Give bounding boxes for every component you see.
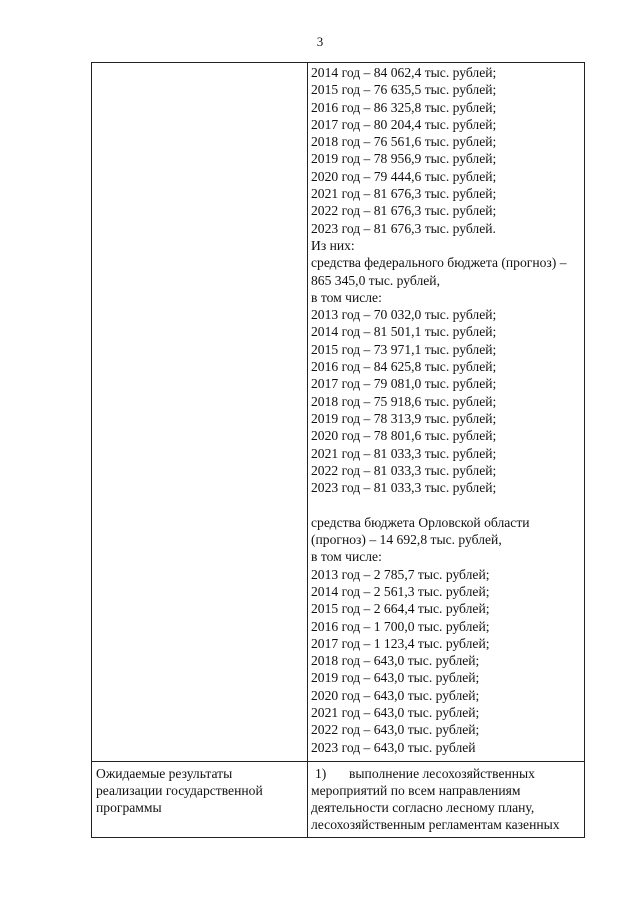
funding-line: 2020 год – 79 444,6 тыс. рублей; bbox=[311, 168, 497, 184]
funding-line: 2023 год – 81 676,3 тыс. рублей. bbox=[311, 220, 496, 236]
result-line: мероприятий по всем направлениям bbox=[311, 783, 521, 798]
funding-line: 2023 год – 643,0 тыс. рублей bbox=[311, 739, 476, 755]
funding-line: 2014 год – 84 062,4 тыс. рублей; bbox=[311, 65, 497, 80]
column-divider bbox=[307, 63, 308, 837]
item-text: выполнение лесохозяйственных bbox=[349, 766, 535, 781]
expected-results-content-cell bbox=[311, 765, 583, 833]
funding-line: 2018 год – 76 561,6 тыс. рублей; bbox=[311, 134, 497, 150]
funding-line: 2016 год – 1 700,0 тыс. рублей; bbox=[311, 618, 490, 634]
funding-line: 2022 год – 81 676,3 тыс. рублей; bbox=[311, 203, 497, 219]
item-number: 1) bbox=[315, 766, 327, 781]
funding-line: 2013 год – 70 032,0 тыс. рублей; bbox=[311, 307, 497, 323]
funding-line: 2016 год – 86 325,8 тыс. рублей; bbox=[311, 99, 497, 115]
funding-line: 2019 год – 78 313,9 тыс. рублей; bbox=[311, 410, 497, 426]
label-line: программы bbox=[96, 800, 162, 815]
funding-line: 2021 год – 643,0 тыс. рублей; bbox=[311, 704, 480, 720]
funding-line: 2015 год – 76 635,5 тыс. рублей; bbox=[311, 82, 497, 98]
program-passport-table bbox=[91, 62, 585, 838]
funding-line: Из них: bbox=[311, 237, 355, 253]
result-line: деятельности согласно лесному плану, bbox=[311, 800, 535, 815]
funding-line: 2017 год – 1 123,4 тыс. рублей; bbox=[311, 635, 490, 651]
funding-line: 2021 год – 81 033,3 тыс. рублей; bbox=[311, 445, 497, 461]
funding-line: средства федерального бюджета (прогноз) – bbox=[311, 255, 567, 271]
funding-line: 2014 год – 2 561,3 тыс. рублей; bbox=[311, 583, 490, 599]
funding-line: в том числе: bbox=[311, 549, 382, 565]
funding-line: 2020 год – 78 801,6 тыс. рублей; bbox=[311, 428, 497, 444]
funding-line: 2020 год – 643,0 тыс. рублей; bbox=[311, 687, 480, 703]
funding-line: 2015 год – 2 664,4 тыс. рублей; bbox=[311, 601, 490, 617]
funding-line: 2017 год – 80 204,4 тыс. рублей; bbox=[311, 116, 497, 132]
blank-line bbox=[311, 496, 586, 513]
funding-line: 2018 год – 643,0 тыс. рублей; bbox=[311, 653, 480, 669]
funding-line: 2019 год – 78 956,9 тыс. рублей; bbox=[311, 151, 497, 167]
expected-results-label-cell bbox=[96, 765, 302, 816]
funding-line: 2014 год – 81 501,1 тыс. рублей; bbox=[311, 324, 497, 340]
funding-line: 2017 год – 79 081,0 тыс. рублей; bbox=[311, 376, 497, 392]
page-number: 3 bbox=[316, 34, 324, 49]
label-line: Ожидаемые результаты bbox=[96, 766, 233, 781]
result-line: лесохозяйственным регламентам казенных bbox=[311, 817, 560, 832]
funding-line: 2013 год – 2 785,7 тыс. рублей; bbox=[311, 566, 490, 582]
row-divider bbox=[92, 761, 584, 762]
funding-line: 2022 год – 643,0 тыс. рублей; bbox=[311, 722, 480, 738]
result-line bbox=[311, 765, 583, 782]
funding-line: 2022 год – 81 033,3 тыс. рублей; bbox=[311, 462, 497, 478]
funding-line: 2021 год – 81 676,3 тыс. рублей; bbox=[311, 186, 497, 202]
funding-line: 865 345,0 тыс. рублей, bbox=[311, 272, 440, 288]
funding-volume-cell bbox=[311, 64, 586, 756]
funding-line: 2023 год – 81 033,3 тыс. рублей; bbox=[311, 480, 497, 496]
funding-line: средства бюджета Орловской области bbox=[311, 514, 530, 530]
funding-line: в том числе: bbox=[311, 289, 382, 305]
label-line: реализации государственной bbox=[96, 783, 263, 798]
funding-line: 2018 год – 75 918,6 тыс. рублей; bbox=[311, 393, 497, 409]
funding-line: (прогноз) – 14 692,8 тыс. рублей, bbox=[311, 532, 502, 548]
funding-line: 2015 год – 73 971,1 тыс. рублей; bbox=[311, 341, 497, 357]
funding-line: 2019 год – 643,0 тыс. рублей; bbox=[311, 670, 480, 686]
funding-line: 2016 год – 84 625,8 тыс. рублей; bbox=[311, 359, 497, 375]
